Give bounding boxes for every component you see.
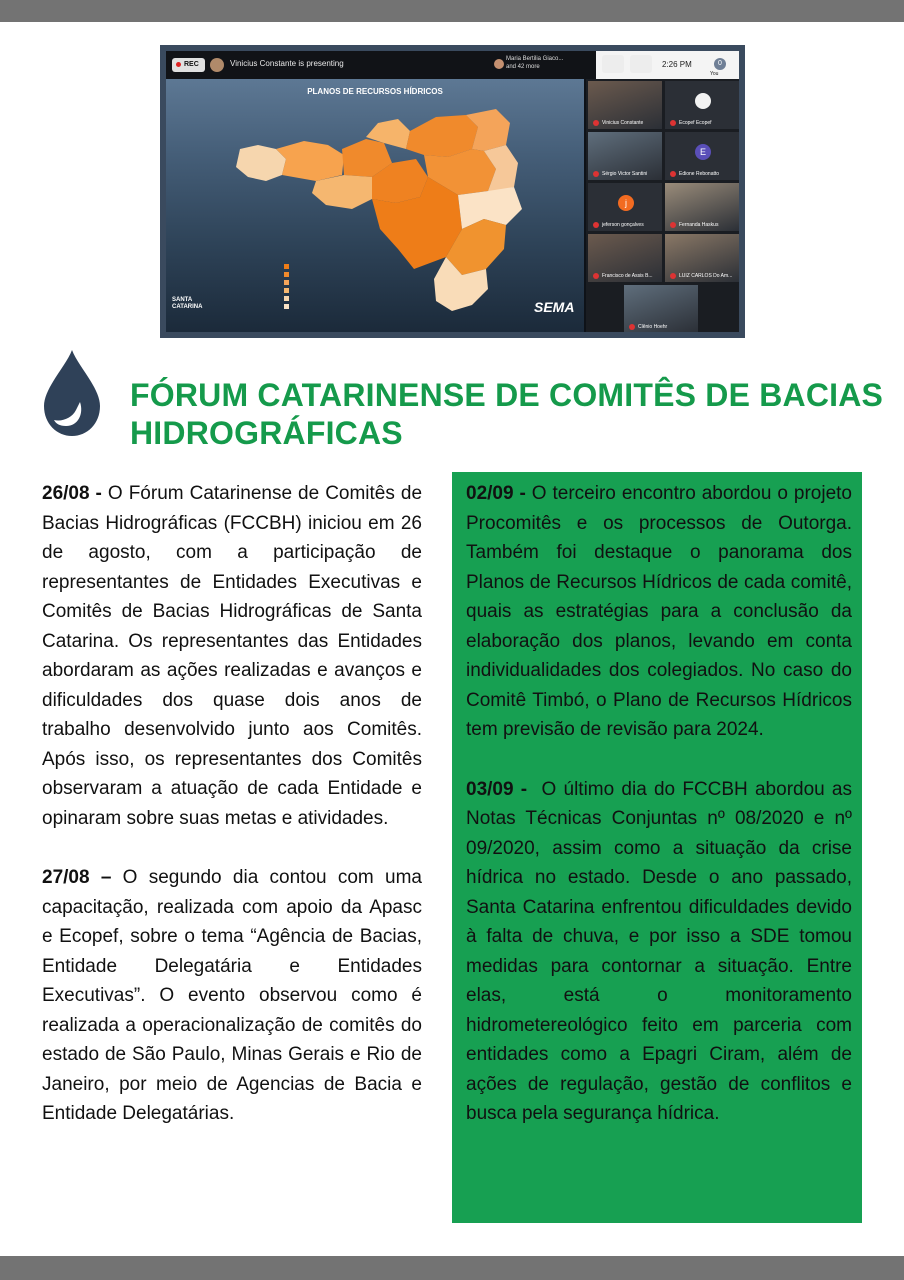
participant-tiles [586,79,739,332]
sema-logo: SEMA [534,299,575,315]
meeting-window [166,51,739,332]
meeting-screenshot [160,45,745,338]
participant-tile[interactable] [588,81,662,129]
page-heading [130,376,890,452]
participant-tile[interactable] [665,183,739,231]
rec-dot-icon [176,62,181,67]
left-column [42,479,422,1129]
presenter-avatar [210,58,224,72]
participants-line2: and 42 more [506,64,540,70]
top-bar [0,0,904,22]
participant-tile[interactable] [665,81,739,129]
meeting-time: 2:26 PM [662,60,692,69]
section-text: O último dia do FCCBH abordou as Notas Técnicas Conjuntas nº 08/2020 e nº 09/2020, assim como a situação da crise hídrica no estado. Desde o ano passado, Santa Catarina enfrentou dificuldades devido à falta de chuva, e por isso a SDE tomou medidas para contornar a situação. Entre elas, está o monitoramento hidrometereológico feito em parceria com entidades como a Epagri Ciram, além de ações de regulação, gestão de conflitos e busca pela segurança hídrica. [466,778,852,1124]
mic-muted-icon [670,171,676,177]
right-column [466,479,852,1129]
participant-tile[interactable] [588,234,662,282]
participants-summary [506,55,606,71]
people-icon[interactable] [602,55,624,73]
heading-line1: FÓRUM CATARINENSE DE COMITÊS DE BACIAS [130,377,884,413]
participant-tile[interactable] [665,132,739,180]
you-label: You [710,71,719,77]
mic-muted-icon [593,171,599,177]
section-26-08 [42,479,422,833]
section-date: 03/09 - [466,778,528,800]
participant-tile[interactable] [588,132,662,180]
ecopef-logo-icon [695,93,711,109]
participant-tile[interactable] [665,234,739,282]
you-badge[interactable]: 0 [714,58,726,70]
participant-name: Vinicius Constante [602,120,644,126]
participant-avatar [494,59,504,69]
participants-line1: Maria Bertilia Giaco... [506,56,564,62]
participant-name: jeferson gonçalves [602,222,644,228]
section-02-09 [466,479,852,745]
meeting-top-strip [166,51,739,79]
participant-name: Clênio Hoehr [638,324,668,330]
mic-muted-icon [593,273,599,279]
participant-tile[interactable] [624,285,698,332]
map-title: PLANOS DE RECURSOS HÍDRICOS [307,87,443,96]
meeting-toolbar [596,51,739,79]
map-region [276,141,344,181]
chat-icon[interactable] [630,55,652,73]
mic-muted-icon [670,273,676,279]
participant-name: Edione Rebonatto [679,171,720,177]
section-date: 27/08 – [42,867,112,888]
participant-initial-avatar: E [695,144,711,160]
mic-muted-icon [629,324,635,330]
section-text: O Fórum Catarinense de Comitês de Bacias Hidrográficas (FCCBH) iniciou em 26 de agosto, com a participação de representantes de Entidades Executivas e Comitês de Bacias Hidrográficas de Santa Catarina. Os representantes das Entidades abordaram as ações realizadas e avanços e dificuldades dos quase dois anos de trabalho desenvolvido junto aos Comitês. Após isso, os representantes dos Comitês observaram a atuação de cada Entidade e opinaram sobre suas metas e atividades. [42,483,423,829]
sc-logo-line1: SANTA [172,297,193,303]
section-date: 26/08 - [42,483,102,504]
participant-name: Sérgio Victor Santini [602,171,648,177]
presenter-text: Vinicius Constante is presenting [230,59,344,68]
water-drop-icon [40,348,104,438]
mic-muted-icon [593,120,599,126]
participant-name: Francisco de Assis B... [602,273,653,279]
participant-name: LUIZ CARLOS Do Am... [679,273,733,279]
bottom-bar [0,1256,904,1280]
section-text: O terceiro encontro abordou o projeto Procomitês e os processos de Outorga. Também foi destaque o panorama dos Planos de Recursos Hídricos de cada comitê, quais as estratégias para a conclusão da elaboração dos planos, levando em conta individualidades dos colegiados. No caso do Comitê Timbó, o Plano de Recursos Hídricos tem previsão de revisão para 2024. [466,483,852,740]
rec-label: REC [184,61,199,68]
mic-muted-icon [670,120,676,126]
shared-map-slide [166,79,584,332]
participant-name: Fernanda Haskus [679,222,719,228]
participant-name: Ecopef Ecopef [679,120,712,126]
mic-muted-icon [670,222,676,228]
legend-swatch [284,280,289,285]
legend-swatch [284,304,289,309]
mic-muted-icon [593,222,599,228]
section-text: O segundo dia contou com uma capacitação, realizada com apoio da Apasc e Ecopef, sobre o tema “Agência de Bacias, Entidade Delegatária e Entidades Executivas”. O evento observou como é realizada a operacionalização de comitês do estado de São Paulo, Minas Gerais e Rio de Janeiro, por meio de Agencias de Bacia e Entidade Delegatárias. [42,867,422,1124]
sc-logo [172,297,202,311]
heading-line2: HIDROGRÁFICAS [130,415,403,451]
santa-catarina-map [166,79,584,332]
rec-badge [172,58,205,72]
participant-tile[interactable] [588,183,662,231]
section-date: 02/09 - [466,483,526,504]
legend-swatch [284,272,289,277]
sc-logo-line2: CATARINA [172,304,203,310]
section-27-08 [42,863,422,1129]
legend-swatch [284,264,289,269]
section-03-09 [466,775,852,1129]
map-region [312,175,372,209]
legend-swatch [284,296,289,301]
participant-initial-avatar: j [618,195,634,211]
legend-swatch [284,288,289,293]
